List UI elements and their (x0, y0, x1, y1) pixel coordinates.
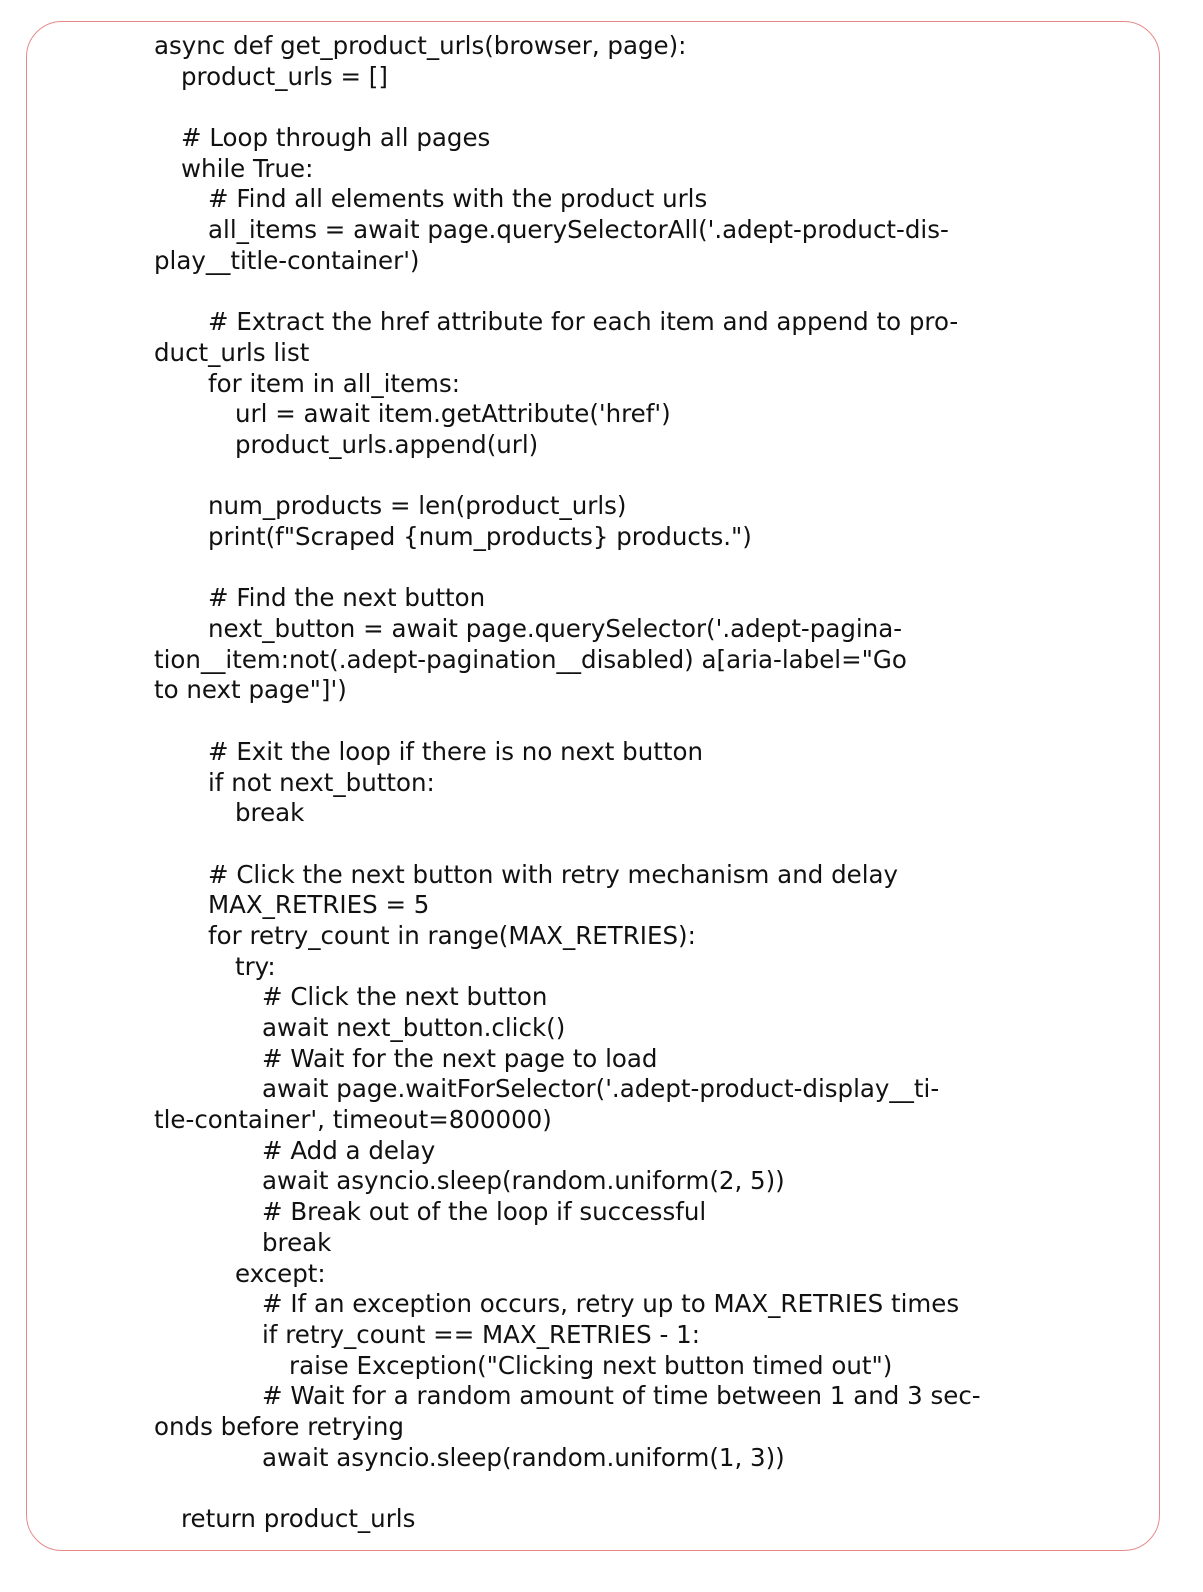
code-line: break (262, 1227, 332, 1257)
code-line: try: (235, 951, 276, 981)
code-line: for item in all_items: (208, 368, 460, 398)
code-line: # Find the next button (208, 583, 486, 613)
code-line: except: (235, 1258, 326, 1288)
code-line: play__title-container') (154, 245, 420, 275)
code-line: break (235, 798, 305, 828)
code-line: num_products = len(product_urls) (208, 491, 627, 521)
code-line: print(f"Scraped {num_products} products.") (208, 522, 752, 551)
code-line (154, 1473, 1034, 1504)
code-line: # Find all elements with the product urls (208, 184, 708, 214)
code-line: for retry_count in range(MAX_RETRIES): (208, 920, 696, 950)
code-line: if not next_button: (208, 767, 435, 797)
code-line: while True: (181, 153, 314, 183)
code-line: # Exit the loop if there is no next button (208, 736, 703, 766)
code-line: raise Exception("Clicking next button timed out") (289, 1350, 893, 1380)
code-line: await page.waitForSelector('.adept-product-display__ti- (262, 1074, 940, 1104)
code-line: # Wait for the next page to load (262, 1043, 658, 1073)
code-line: MAX_RETRIES = 5 (208, 890, 430, 920)
code-line: # Wait for a random amount of time between 1 and 3 sec- (262, 1381, 981, 1411)
code-line (154, 277, 1034, 308)
code-line: if retry_count == MAX_RETRIES - 1: (262, 1319, 700, 1349)
code-line (154, 829, 1034, 860)
code-line: onds before retrying (154, 1411, 404, 1441)
code-line: tion__item:not(.adept-pagination__disabled) a[aria-label="Go (154, 644, 907, 674)
code-line: # Add a delay (262, 1135, 436, 1165)
code-line: # If an exception occurs, retry up to MAX_RETRIES times (262, 1289, 960, 1319)
code-line (154, 92, 1034, 123)
code-line: product_urls = [] (181, 61, 388, 91)
code-line: # Loop through all pages (181, 123, 491, 153)
code-line: all_items = await page.querySelectorAll('.adept-product-dis- (208, 215, 949, 245)
code-line: await asyncio.sleep(random.uniform(2, 5)) (262, 1166, 785, 1196)
code-line: tle-container', timeout=800000) (154, 1105, 552, 1135)
code-line: # Click the next button (262, 982, 548, 1012)
code-line: # Extract the href attribute for each item and append to pro- (208, 307, 959, 337)
code-line: product_urls.append(url) (235, 429, 539, 459)
code-line: duct_urls list (154, 337, 310, 367)
code-line: to next page"]') (154, 675, 347, 705)
code-line (154, 461, 1034, 492)
code-line: url = await item.getAttribute('href') (235, 399, 671, 429)
code-line: return product_urls (181, 1504, 416, 1533)
code-line: # Break out of the loop if successful (262, 1197, 707, 1227)
code-line (154, 706, 1034, 737)
code-line: # Click the next button with retry mechanism and delay (208, 859, 899, 889)
code-line: await asyncio.sleep(random.uniform(1, 3)) (262, 1442, 785, 1472)
code-line: await next_button.click() (262, 1013, 566, 1042)
code-line: next_button = await page.querySelector('.adept-pagina- (208, 614, 903, 644)
code-line (154, 553, 1034, 584)
code-line: async def get_product_urls(browser, page): (154, 31, 687, 60)
code-block (154, 31, 1034, 1535)
